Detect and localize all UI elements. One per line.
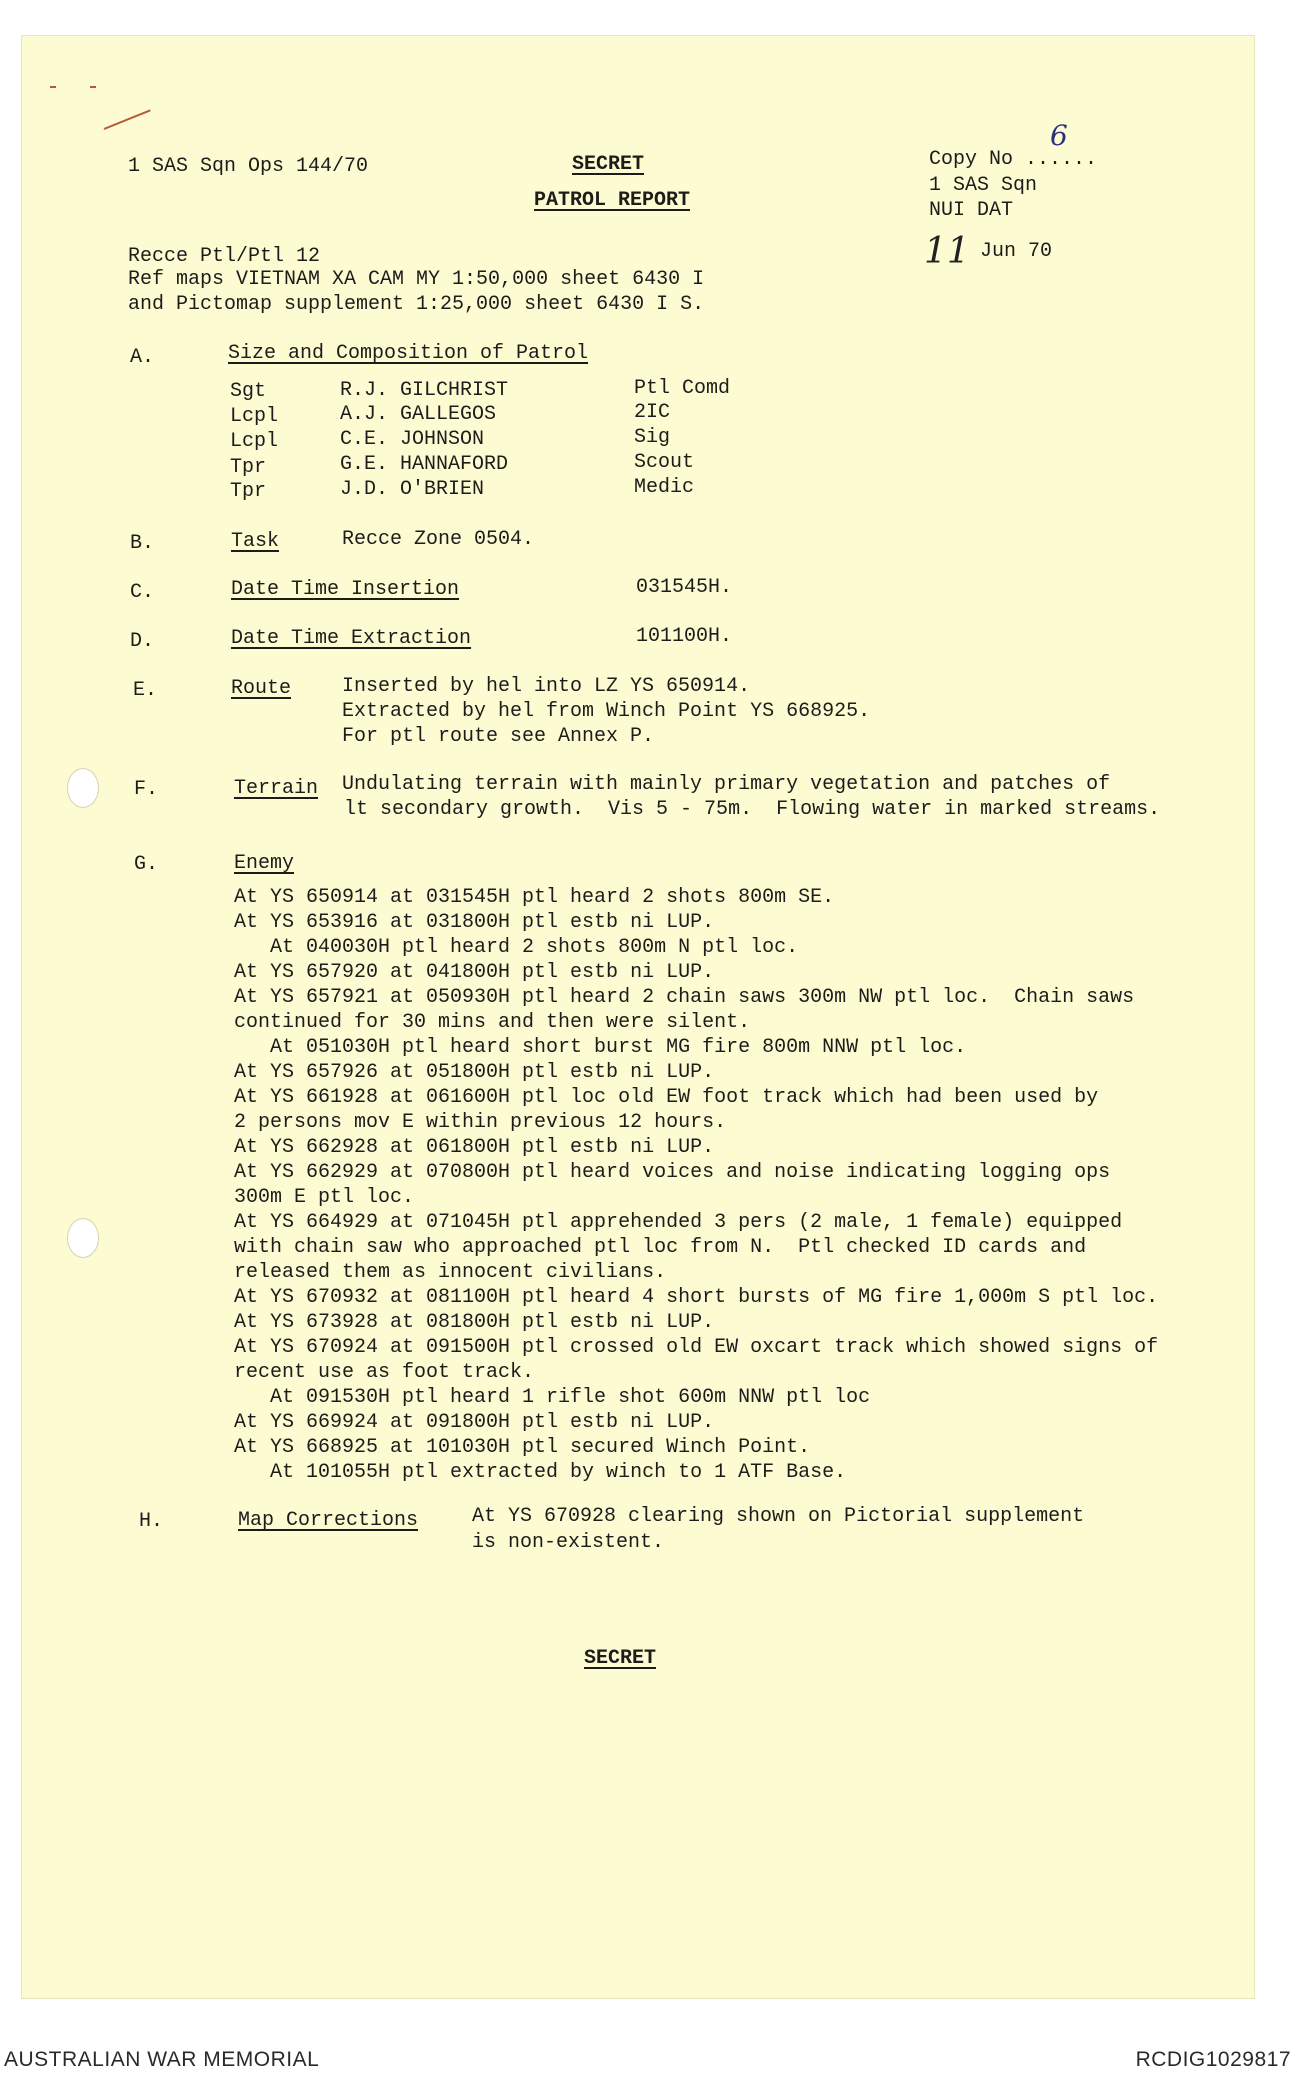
member-role: Ptl Comd (634, 377, 731, 400)
member-rank: Lcpl (230, 430, 279, 453)
enemy-log-line: At YS 657920 at 041800H ptl estb ni LUP. (234, 961, 715, 984)
enemy-log-line: At YS 650914 at 031545H ptl heard 2 shots 800m SE. (234, 886, 835, 909)
archive-item-id: RCDIG1029817 (1135, 2048, 1291, 2071)
section-b-text: Recce Zone 0504. (342, 528, 535, 551)
section-h-line: is non-existent. (472, 1531, 665, 1554)
section-g-title: Enemy (234, 852, 295, 875)
unit-name: 1 SAS Sqn (929, 174, 1038, 197)
section-c-text: 031545H. (636, 576, 733, 599)
report-title: PATROL REPORT (534, 189, 691, 212)
member-rank: Tpr (230, 456, 267, 479)
member-name: C.E. JOHNSON (340, 428, 485, 451)
punch-hole-top (67, 768, 99, 808)
section-e-line: Inserted by hel into LZ YS 650914. (342, 675, 751, 698)
ops-reference: 1 SAS Sqn Ops 144/70 (128, 155, 369, 178)
enemy-log-line: At YS 670924 at 091500H ptl crossed old EW oxcart track which showed signs of (234, 1336, 1159, 1359)
section-e-line: For ptl route see Annex P. (342, 725, 655, 748)
unit-location: NUI DAT (929, 199, 1014, 222)
enemy-log-line: At 040030H ptl heard 2 shots 800m N ptl loc. (234, 936, 799, 959)
section-f-line: lt secondary growth. Vis 5 - 75m. Flowing water in marked streams. (344, 798, 1161, 821)
ref-maps-line-1: Ref maps VIETNAM XA CAM MY 1:50,000 sheet 6430 I (128, 268, 705, 291)
date-month-year: Jun 70 (980, 240, 1053, 263)
section-b-title: Task (231, 530, 280, 553)
member-name: G.E. HANNAFORD (340, 453, 509, 476)
member-name: A.J. GALLEGOS (340, 403, 497, 426)
member-rank: Lcpl (230, 405, 279, 428)
section-c-title: Date Time Insertion (231, 578, 460, 601)
enemy-log-line: At YS 669924 at 091800H ptl estb ni LUP. (234, 1411, 715, 1434)
member-role: Scout (634, 451, 695, 474)
date-day-handwritten: 11 (924, 231, 970, 272)
section-f-line: Undulating terrain with mainly primary vegetation and patches of (342, 773, 1111, 796)
section-f-letter: F. (134, 778, 159, 801)
copy-number-label: Copy No ...... (929, 148, 1098, 171)
classification-footer: SECRET (584, 1647, 657, 1670)
section-d-text: 101100H. (636, 625, 733, 648)
classification-header: SECRET (572, 153, 645, 176)
member-rank: Sgt (230, 380, 267, 403)
member-name: J.D. O'BRIEN (340, 478, 485, 501)
enemy-log-line: 300m E ptl loc. (234, 1186, 415, 1209)
enemy-log-line: At 051030H ptl heard short burst MG fire 800m NNW ptl loc. (234, 1036, 967, 1059)
patrol-designation: Recce Ptl/Ptl 12 (128, 245, 321, 268)
red-dash-mark (50, 86, 56, 88)
punch-hole-bottom (67, 1218, 99, 1258)
section-e-line: Extracted by hel from Winch Point YS 668925. (342, 700, 871, 723)
section-h-title: Map Corrections (238, 1509, 419, 1532)
archive-institution: AUSTRALIAN WAR MEMORIAL (4, 2048, 320, 2071)
section-h-line: At YS 670928 clearing shown on Pictorial supplement (472, 1505, 1085, 1528)
red-dash-mark (90, 86, 96, 88)
section-c-letter: C. (130, 581, 155, 604)
section-a-letter: A. (130, 346, 155, 369)
enemy-log-line: At YS 673928 at 081800H ptl estb ni LUP. (234, 1311, 715, 1334)
member-role: 2IC (634, 401, 671, 424)
enemy-log-line: At YS 661928 at 061600H ptl loc old EW foot track which had been used by (234, 1086, 1099, 1109)
section-e-letter: E. (133, 679, 158, 702)
enemy-log-line: At 091530H ptl heard 1 rifle shot 600m NNW ptl loc (234, 1386, 871, 1409)
section-f-title: Terrain (234, 777, 319, 800)
enemy-log-line: At 101055H ptl extracted by winch to 1 ATF Base. (234, 1461, 847, 1484)
pencil-mark (104, 109, 151, 130)
enemy-log-line: At YS 657921 at 050930H ptl heard 2 chain saws 300m NW ptl loc. Chain saws (234, 986, 1135, 1009)
member-rank: Tpr (230, 480, 267, 503)
section-a-title: Size and Composition of Patrol (228, 342, 589, 365)
enemy-log-line: At YS 664929 at 071045H ptl apprehended 3 pers (2 male, 1 female) equipped (234, 1211, 1123, 1234)
member-role: Sig (634, 426, 671, 449)
enemy-log-line: At YS 653916 at 031800H ptl estb ni LUP. (234, 911, 715, 934)
enemy-log-line: with chain saw who approached ptl loc from N. Ptl checked ID cards and (234, 1236, 1087, 1259)
section-g-letter: G. (134, 853, 159, 876)
member-role: Medic (634, 476, 695, 499)
section-h-letter: H. (139, 1510, 164, 1533)
ref-maps-line-2: and Pictomap supplement 1:25,000 sheet 6430 I S. (128, 293, 705, 316)
section-e-title: Route (231, 677, 292, 700)
member-name: R.J. GILCHRIST (340, 379, 509, 402)
enemy-log-line: At YS 668925 at 101030H ptl secured Winch Point. (234, 1436, 811, 1459)
section-b-letter: B. (130, 532, 155, 555)
enemy-log-line: continued for 30 mins and then were silent. (234, 1011, 751, 1034)
enemy-log-line: 2 persons mov E within previous 12 hours. (234, 1111, 727, 1134)
enemy-log-line: At YS 670932 at 081100H ptl heard 4 short bursts of MG fire 1,000m S ptl loc. (234, 1286, 1159, 1309)
enemy-log-line: released them as innocent civilians. (234, 1261, 667, 1284)
section-d-title: Date Time Extraction (231, 627, 472, 650)
section-d-letter: D. (130, 630, 155, 653)
copy-number-handwritten: 6 (1050, 119, 1068, 152)
enemy-log-line: At YS 662929 at 070800H ptl heard voices and noise indicating logging ops (234, 1161, 1111, 1184)
enemy-log-line: At YS 657926 at 051800H ptl estb ni LUP. (234, 1061, 715, 1084)
enemy-log-line: At YS 662928 at 061800H ptl estb ni LUP. (234, 1136, 715, 1159)
enemy-log-line: recent use as foot track. (234, 1361, 535, 1384)
